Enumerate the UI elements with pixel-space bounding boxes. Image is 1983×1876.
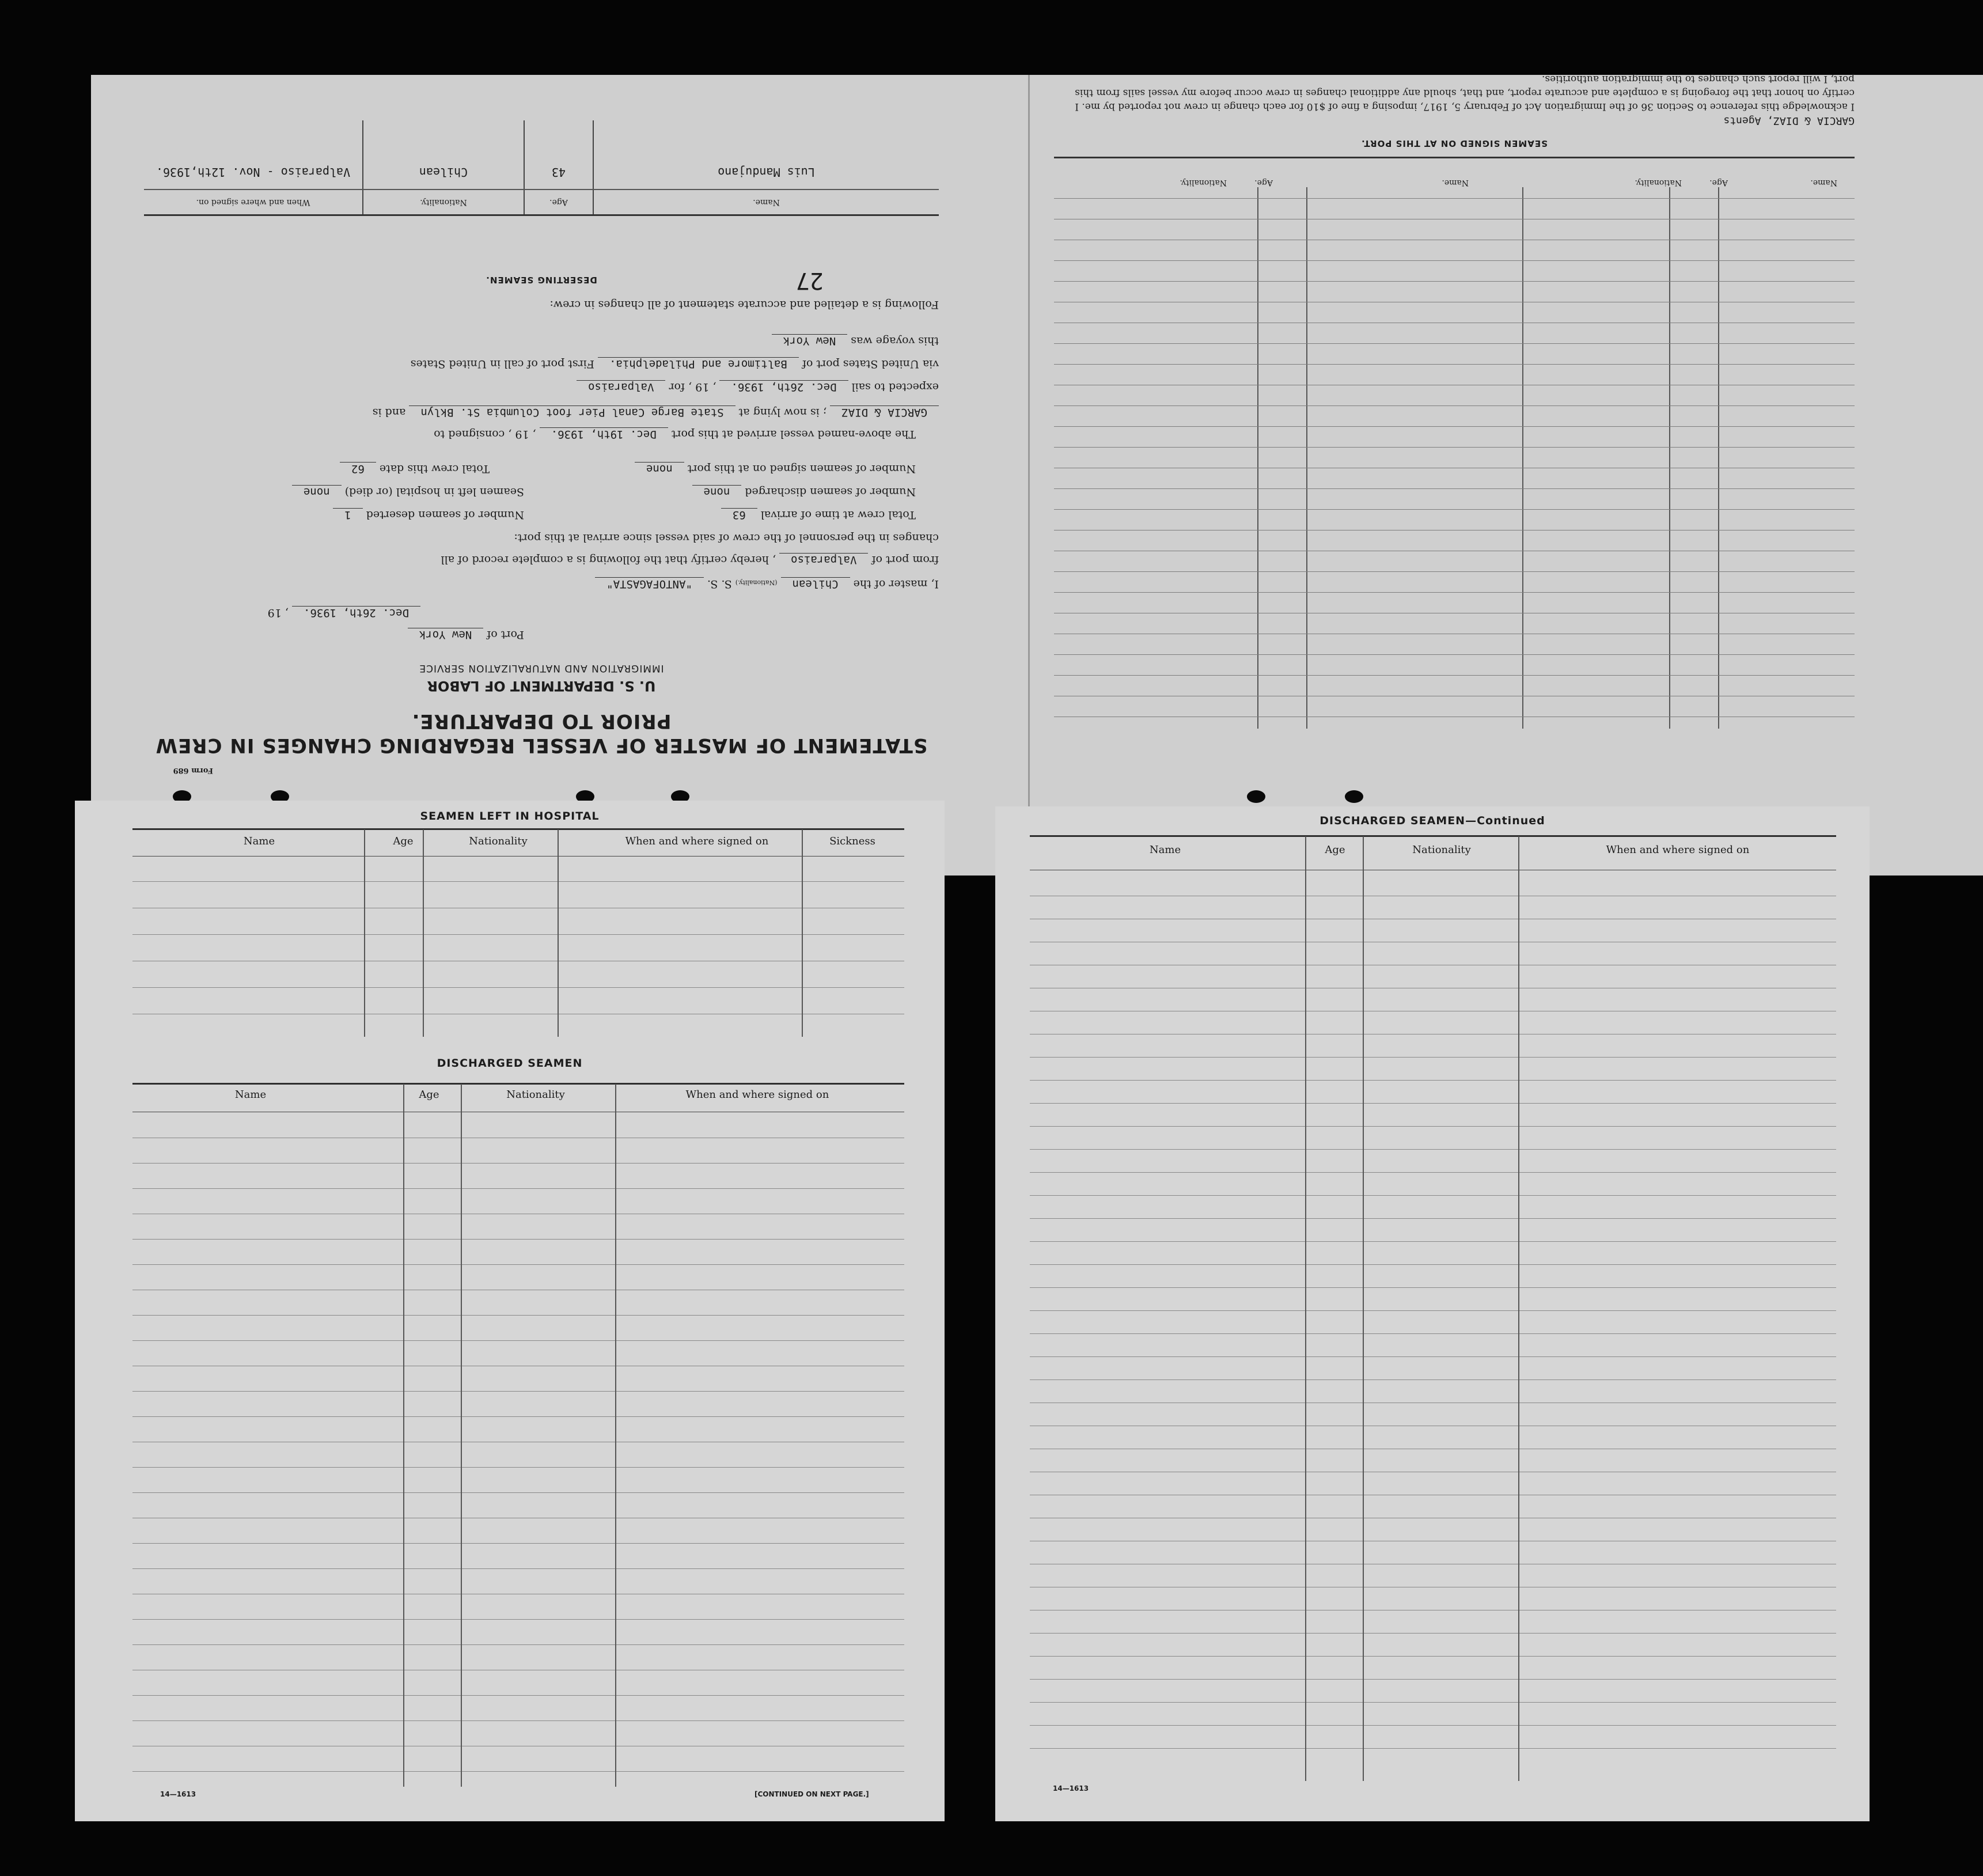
nationality-caption: (Nationality.) <box>735 579 778 586</box>
statement-title <box>144 709 939 757</box>
blank-row-line <box>132 1188 904 1189</box>
hospital-col-signed-on: When and where signed on <box>625 835 769 847</box>
col-divider <box>1518 836 1519 1781</box>
blank-row-line <box>1030 1057 1836 1058</box>
blank-row-line <box>1054 343 1855 344</box>
consignee-line <box>373 406 939 419</box>
arrived-date: Dec. 19th, 1936. <box>540 427 668 441</box>
blank-row-line <box>1054 509 1855 510</box>
deserter-signed-on: Valparaiso - Nov. 12th,1936. <box>156 165 351 179</box>
blank-row-line <box>132 1467 904 1468</box>
blank-row-line <box>1054 592 1855 593</box>
signed-on-grid <box>1054 187 1855 729</box>
blank-row-line <box>1054 488 1855 489</box>
deserting-header: DESERTING SEAMEN. <box>486 275 597 285</box>
expected-suffix: , 19 <box>695 381 716 393</box>
blank-row-line <box>132 1492 904 1493</box>
deserter-name: Luis Mandujano <box>593 156 939 190</box>
blank-row-line <box>1030 1172 1836 1173</box>
blank-row-line <box>132 1644 904 1645</box>
blank-row-line <box>132 1543 904 1544</box>
signed-col-nationality-2: Nationality. <box>1180 178 1227 187</box>
from-port-label: from port of <box>871 554 939 566</box>
voyage-label: this voyage was <box>851 335 939 347</box>
first-port-label: First port of call in United States <box>410 358 594 370</box>
rule <box>132 828 904 830</box>
blank-row-line <box>1054 447 1855 448</box>
blank-row-line <box>1030 1195 1836 1196</box>
blank-row-line <box>1054 571 1855 572</box>
blank-row-line <box>1030 1725 1836 1726</box>
blank-row-line <box>1030 1656 1836 1657</box>
date-line <box>268 607 420 619</box>
blank-row-line <box>1030 1103 1836 1104</box>
blank-row-line <box>1030 1126 1836 1127</box>
form-number: Form 689 <box>173 766 213 775</box>
discharged-title: DISCHARGED SEAMEN <box>437 1057 583 1070</box>
blank-row-line <box>132 1619 904 1620</box>
blank-row-line <box>1030 1149 1836 1150</box>
voyage-line <box>772 335 939 347</box>
voyage-value: New York <box>772 334 848 347</box>
signed-on-line <box>635 463 916 475</box>
col-divider <box>461 1084 462 1787</box>
vessel-nationality: Chilean <box>781 577 850 590</box>
table-row <box>144 121 939 156</box>
deserter-nationality: Chilean <box>363 156 524 190</box>
page-fold <box>1028 75 1030 806</box>
handwritten-mark: 27 <box>795 267 824 294</box>
certification-block <box>1054 72 1855 130</box>
agents-signature: GARCIA & DIAZ, Agents <box>1723 115 1855 127</box>
ss-label: S. S. <box>707 578 732 590</box>
hospital-title: SEAMEN LEFT IN HOSPITAL <box>420 810 600 823</box>
blank-row-line <box>132 987 904 988</box>
port-line <box>408 628 524 641</box>
continued-col-nationality: Nationality <box>1412 844 1471 856</box>
blank-row-line <box>1054 426 1855 427</box>
hospital-col-nationality: Nationality <box>469 835 528 847</box>
continued-col-age: Age <box>1325 844 1345 856</box>
total-arrival-line <box>721 509 916 521</box>
hospital-label: Seamen left in hospital (or died) <box>344 486 524 498</box>
col-nationality: Nationality. <box>363 190 524 215</box>
deserted-line <box>333 509 524 521</box>
arrived-line <box>434 428 916 441</box>
master-line <box>595 578 939 590</box>
grid-divider <box>1257 187 1258 729</box>
blank-row-line <box>1030 1679 1836 1680</box>
master-prefix: I, master of the <box>853 578 939 590</box>
following-text: Following is a detailed and accurate statement of all changes in crew: <box>549 298 939 311</box>
signed-on-section-title: SEAMEN SIGNED ON AT THIS PORT. <box>1054 138 1855 158</box>
total-date-label: Total crew this date <box>379 463 490 475</box>
blank-row-line <box>1054 260 1855 261</box>
blank-row-line <box>132 1391 904 1392</box>
master-statement-form <box>121 78 962 792</box>
hospital-col-age: Age <box>393 835 414 847</box>
service-name: IMMIGRATION AND NATURALIZATION SERVICE <box>419 662 664 674</box>
certification-text: I acknowledge this reference to Section 36 of the Immigration Act of February 5, 1917, imposing a fine of $10 for each change in crew not reported by me. I certify on honor that the foregoing is a complete and accurate report, and that, should any additional changes in crew occur before my vessel sails from this port, I will report such changes to the immigration authorities. <box>1075 73 1855 112</box>
col-age: Age. <box>524 190 593 215</box>
for-label: , for <box>669 381 692 393</box>
col-divider <box>403 1084 404 1787</box>
blank-row-line <box>132 881 904 882</box>
title-line-1: STATEMENT OF MASTER OF VESSEL REGARDING CHANGES IN CREW <box>155 734 928 757</box>
arrived-text: The above-named vessel arrived at this port <box>671 428 916 441</box>
expected-label: expected to sail <box>851 381 939 393</box>
blank-row-line <box>1054 364 1855 365</box>
table-header-row <box>144 190 939 215</box>
expected-value: Dec. 26th, 1936. <box>719 380 848 393</box>
via-line <box>411 358 939 370</box>
total-date-value: 62 <box>340 462 376 475</box>
blank-row-line <box>1030 1241 1836 1242</box>
blank-row-line <box>1054 198 1855 199</box>
blank-row-line <box>132 1568 904 1569</box>
continued-col-signed-on: When and where signed on <box>1606 844 1750 856</box>
col-name: Name. <box>593 190 939 215</box>
department-name: U. S. DEPARTMENT OF LABOR <box>427 678 656 694</box>
blank-row-line <box>1030 1264 1836 1265</box>
continued-col-name: Name <box>1149 844 1181 856</box>
signed-on-label: Number of seamen signed on at this port <box>687 463 916 475</box>
blank-row-line <box>1030 1287 1836 1288</box>
blank-row-line <box>132 1695 904 1696</box>
for-value: Valparaiso <box>577 380 665 393</box>
rule <box>1030 835 1836 837</box>
statement-date: Dec. 26th, 1936. <box>292 606 420 619</box>
col-divider <box>558 829 559 1037</box>
signed-col-name-2: Name. <box>1442 178 1469 187</box>
signed-col-age-1: Age. <box>1709 178 1728 187</box>
col-divider <box>802 829 803 1037</box>
expected-line <box>577 381 939 393</box>
blank-row-line <box>1054 405 1855 406</box>
signed-col-name-1: Name. <box>1810 178 1837 187</box>
rule <box>132 1083 904 1085</box>
blank-row-line <box>1030 1633 1836 1634</box>
lying-label: ; is now lying at <box>738 406 827 419</box>
from-port-line <box>441 554 939 566</box>
blank-row-line <box>1030 1356 1836 1357</box>
deserter-age: 43 <box>524 156 593 190</box>
continued-note: [CONTINUED ON NEXT PAGE.] <box>754 1790 869 1798</box>
total-arrival-label: Total crew at time of arrival <box>760 509 916 521</box>
grid-divider <box>1669 187 1670 729</box>
col-divider <box>615 1084 616 1787</box>
total-date-line <box>340 463 490 475</box>
blank-row-line <box>1030 1333 1836 1334</box>
consigned-label: , consigned to <box>434 428 512 441</box>
grid-divider <box>1522 187 1523 729</box>
deserting-seamen-table <box>144 121 939 217</box>
blank-row-line <box>132 1239 904 1240</box>
discharged-continued-title: DISCHARGED SEAMEN—Continued <box>1320 814 1545 827</box>
table-row <box>144 156 939 190</box>
blank-row-line <box>1054 281 1855 282</box>
blank-row-line <box>132 1340 904 1341</box>
blank-row-line <box>1030 1218 1836 1219</box>
total-arrival-value: 63 <box>721 508 757 521</box>
hospital-line <box>292 486 524 498</box>
lower-left-sheet <box>75 801 945 1821</box>
punch-hole <box>1247 790 1265 803</box>
blank-row-line <box>1030 1748 1836 1749</box>
consignee-value: GARCIA & DIAZ <box>830 405 939 419</box>
certify-text: , hereby certify that the following is a complete record of all <box>441 554 776 566</box>
blank-row-line <box>1054 654 1855 655</box>
form-code: 14—1613 <box>1053 1784 1089 1792</box>
col-divider <box>423 829 424 1037</box>
grid-divider <box>1718 187 1719 729</box>
blank-row-line <box>132 1163 904 1164</box>
blank-row-line <box>1030 1702 1836 1703</box>
discharged-col-nationality: Nationality <box>506 1089 565 1101</box>
date-suffix: , 19 <box>267 607 289 619</box>
blank-row-line <box>132 1264 904 1265</box>
port-value: New York <box>408 628 484 641</box>
discharged-label: Number of seamen discharged <box>745 486 916 498</box>
via-label: via United States port of <box>802 358 939 370</box>
title-line-2: PRIOR TO DEPARTURE. <box>411 710 672 733</box>
and-is: and is <box>372 406 406 419</box>
from-port-value: Valparaiso <box>779 553 868 566</box>
vessel-name: "ANTOFAGASTA" <box>595 577 704 590</box>
blank-row-line <box>132 1720 904 1721</box>
grid-divider <box>1306 187 1307 729</box>
form-code: 14—1613 <box>160 1790 196 1798</box>
blank-row-line <box>132 1416 904 1417</box>
via-value: Baltimore and Philadelphia. <box>598 357 799 370</box>
lying-value: State Barge Canal Pier foot Columbia St. Bklyn <box>409 405 735 419</box>
blank-row-line <box>1030 1080 1836 1081</box>
hospital-col-sickness: Sickness <box>829 835 875 847</box>
deserted-label: Number of seamen deserted <box>366 509 524 521</box>
col-signed-on: When and where signed on. <box>144 190 363 215</box>
blank-row-line <box>132 934 904 935</box>
hospital-value: none <box>292 485 342 498</box>
arrived-suffix: , 19 <box>515 428 536 441</box>
discharged-value: none <box>692 485 742 498</box>
col-divider <box>1363 836 1364 1781</box>
blank-row-line <box>132 1771 904 1772</box>
port-label: Port of <box>487 628 524 641</box>
lower-right-sheet <box>995 806 1870 1821</box>
changes-text: changes in the personnel of the crew of said vessel since arrival at this port: <box>514 532 939 544</box>
blank-row-line <box>1030 1310 1836 1311</box>
col-divider <box>364 829 365 1037</box>
blank-row-line <box>1030 1379 1836 1380</box>
blank-row-line <box>132 1315 904 1316</box>
discharged-line <box>692 486 916 498</box>
seamen-signed-on-form <box>1037 73 1872 798</box>
signed-on-value: none <box>635 462 684 475</box>
deserted-value: 1 <box>333 508 362 521</box>
discharged-col-signed-on: When and where signed on <box>685 1089 829 1101</box>
blank-row-line <box>1054 675 1855 676</box>
discharged-col-name: Name <box>234 1089 267 1101</box>
signed-col-age-2: Age. <box>1254 178 1273 187</box>
signed-col-nationality-1: Nationality. <box>1635 178 1682 187</box>
discharged-col-age: Age <box>419 1089 439 1101</box>
col-divider <box>1305 836 1306 1781</box>
hospital-col-name: Name <box>243 835 275 847</box>
punch-hole <box>1345 790 1363 803</box>
